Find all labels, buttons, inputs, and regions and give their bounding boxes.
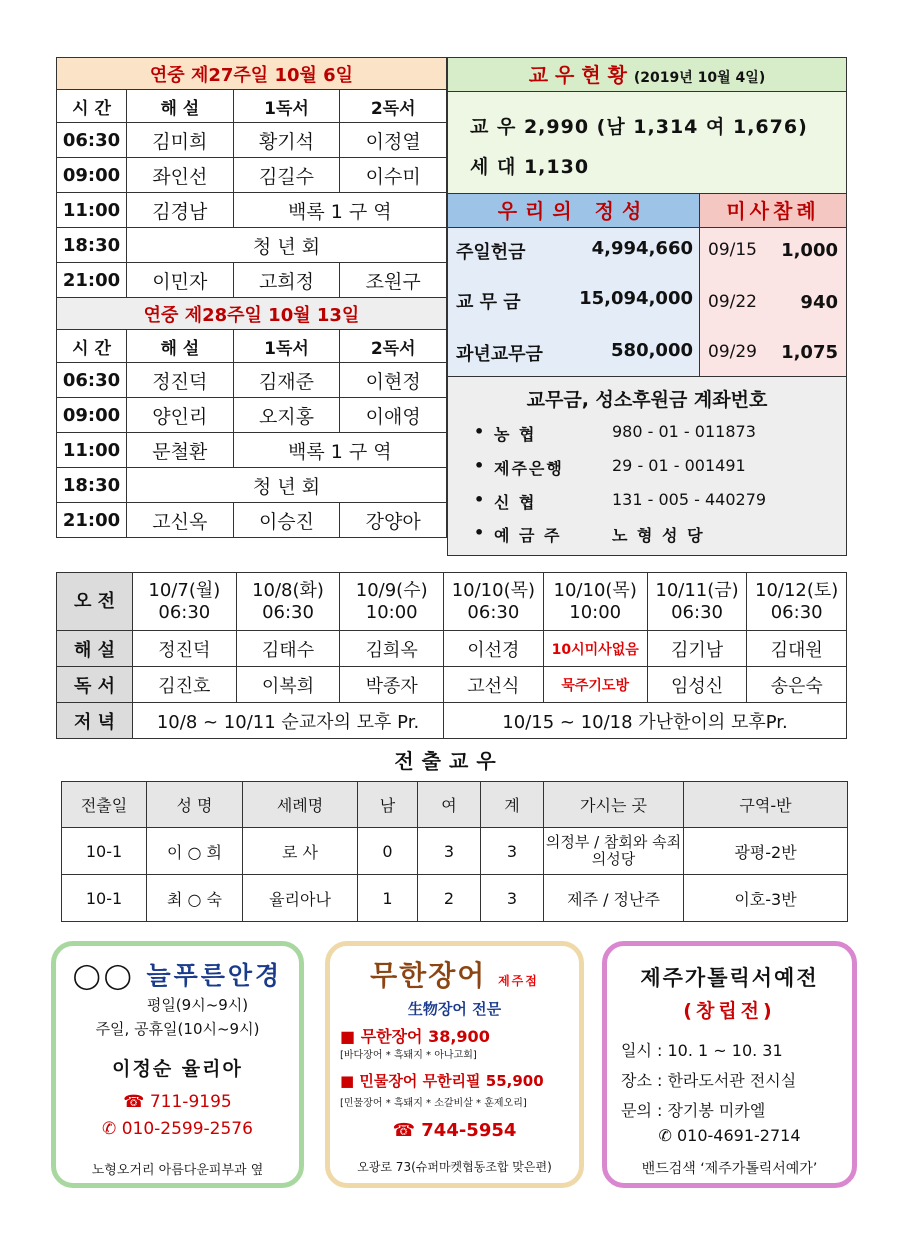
reading-cell: 임성신 — [647, 667, 747, 703]
day-date: 10/10(목) — [451, 579, 536, 601]
account-number: 29 - 01 - 001491 — [612, 456, 746, 475]
time-cell: 18:30 — [57, 228, 127, 263]
reading1-cell: 김길수 — [233, 158, 340, 193]
bullet-icon: • — [474, 490, 485, 509]
account-number: 131 - 005 - 440279 — [612, 490, 767, 509]
reading-group-cell: 백록 1 구 역 — [233, 433, 446, 468]
header-commentary: 해 설 — [127, 330, 234, 363]
account-row — [474, 422, 756, 445]
table-row — [57, 263, 447, 298]
cell: 율리아나 — [243, 875, 358, 922]
offering-value: 4,994,660 — [591, 238, 693, 259]
time-cell: 06:30 — [57, 123, 127, 158]
column-header: 세례명 — [243, 782, 358, 828]
table-row — [57, 468, 447, 503]
morning-label: 오 전 — [57, 573, 133, 631]
reading-cell: 송은숙 — [747, 667, 847, 703]
commentary-cell: 문철환 — [127, 433, 234, 468]
time-cell: 21:00 — [57, 263, 127, 298]
table-header-row — [62, 782, 848, 828]
household-count: 세 대 1,130 — [470, 156, 590, 178]
day-date: 10/7(월) — [148, 579, 221, 601]
day-cell — [543, 573, 647, 631]
column-header: 성 명 — [147, 782, 243, 828]
cell: 1 — [358, 875, 418, 922]
commentary-cell: 김태수 — [236, 631, 340, 667]
table-row — [57, 363, 447, 398]
restaurant-phone: ☎ 744-5954 — [392, 1120, 517, 1141]
day-date: 10/11(금) — [655, 579, 739, 601]
column-header: 계 — [481, 782, 544, 828]
commentary-cell: 김경남 — [127, 193, 234, 228]
day-date: 10/12(토) — [755, 579, 839, 601]
group-cell: 청 년 회 — [127, 468, 447, 503]
menu-item-2-detail: [민물장어 * 흑돼지 * 소갈비살 * 훈제오리] — [340, 1098, 527, 1109]
table-row — [57, 228, 447, 263]
parish-info-panel — [447, 57, 847, 556]
offering-value: 15,094,000 — [579, 288, 693, 309]
table-row — [57, 158, 447, 193]
mass-attendance-title: 미사참례 — [700, 194, 846, 228]
account-number: 980 - 01 - 011873 — [612, 422, 756, 441]
reading1-cell: 고희정 — [233, 263, 340, 298]
column-header: 가시는 곳 — [544, 782, 684, 828]
reading2-cell: 이현정 — [340, 363, 447, 398]
account-row — [474, 490, 766, 513]
cell: 의정부 / 참회와 속죄의성당 — [544, 828, 684, 875]
offering-body — [448, 228, 700, 377]
mass-value: 940 — [800, 292, 838, 313]
account-title: 교무금, 성소후원금 계좌번호 — [526, 389, 768, 411]
commentary-cell: 양인리 — [127, 398, 234, 433]
reading2-cell: 조원구 — [340, 263, 447, 298]
day-date: 10/9(수) — [355, 579, 428, 601]
shop-location: 노형오거리 아름다운피부과 옆 — [91, 1163, 264, 1178]
day-time: 06:30 — [671, 601, 723, 623]
table-row — [62, 875, 848, 922]
exhibition-subtitle: (창립전) — [683, 1000, 776, 1022]
time-cell: 18:30 — [57, 468, 127, 503]
owner-name: 이정순 율리아 — [112, 1058, 243, 1080]
offering-row — [456, 238, 693, 264]
header-time: 시 간 — [57, 330, 127, 363]
mass-row — [708, 342, 838, 363]
bullet-icon: • — [474, 422, 485, 441]
column-header: 남 — [358, 782, 418, 828]
cell: 10-1 — [62, 875, 147, 922]
account-holder-label: 예 금 주 — [494, 526, 562, 545]
mass-date: 09/15 — [708, 240, 757, 260]
day-time: 10:00 — [569, 601, 622, 623]
reading2-cell: 이정열 — [340, 123, 447, 158]
commentary-cell: 정진덕 — [133, 631, 237, 667]
restaurant-name: 무한장어 — [370, 959, 487, 992]
evening-prayer-2: 10/15 ~ 10/18 가난한이의 모후Pr. — [444, 703, 847, 739]
exhibition-title: 제주가톨릭서예전 — [640, 966, 819, 990]
reading1-cell: 오지홍 — [233, 398, 340, 433]
day-time: 10:00 — [365, 601, 418, 623]
reading1-cell: 황기석 — [233, 123, 340, 158]
optical-shop-ad — [51, 941, 304, 1188]
branch-name: 제주점 — [498, 974, 539, 988]
commentary-cell: 좌인선 — [127, 158, 234, 193]
mass-attendance-body — [700, 228, 846, 377]
no-mass-notice: 10시미사없음 — [543, 631, 647, 667]
status-body — [448, 92, 846, 194]
mass-value: 1,000 — [781, 240, 838, 261]
commentary-cell: 고신옥 — [127, 503, 234, 538]
offering-row — [456, 288, 693, 314]
group-cell: 청 년 회 — [127, 228, 447, 263]
day-date: 10/10(목) — [553, 579, 637, 601]
account-row — [474, 456, 746, 479]
reading-cell: 이복희 — [236, 667, 340, 703]
status-date: (2019년 10월 4일) — [633, 70, 766, 86]
commentary-cell: 김기남 — [647, 631, 747, 667]
cell: 3 — [418, 828, 481, 875]
bullet-icon: • — [474, 456, 485, 475]
evening-label: 저 녁 — [57, 703, 133, 739]
table-row — [62, 828, 848, 875]
table-row — [57, 398, 447, 433]
shop-phone: ☎ 711-9195 — [123, 1092, 232, 1112]
time-cell: 21:00 — [57, 503, 127, 538]
reading-cell: 김진호 — [133, 667, 237, 703]
reading1-cell: 이승진 — [233, 503, 340, 538]
column-header: 구역-반 — [684, 782, 848, 828]
mass-date: 09/22 — [708, 292, 757, 312]
cell: 이 ○ 희 — [147, 828, 243, 875]
weekday-hours: 평일(9시~9시) — [146, 996, 249, 1014]
reading2-cell: 이애영 — [340, 398, 447, 433]
calligraphy-exhibition-ad — [602, 941, 857, 1188]
menu-item-1: ■ 무한장어 38,900 — [340, 1027, 490, 1046]
cell: 0 — [358, 828, 418, 875]
table-row — [57, 193, 447, 228]
column-header: 전출일 — [62, 782, 147, 828]
commentary-cell: 김대원 — [747, 631, 847, 667]
day-cell — [647, 573, 747, 631]
day-time: 06:30 — [467, 601, 520, 623]
mass-row — [708, 240, 838, 261]
restaurant-tagline: 生物장어 전문 — [407, 1000, 502, 1018]
table-row — [57, 433, 447, 468]
offering-label: 교 무 금 — [456, 292, 521, 313]
cell: 3 — [481, 828, 544, 875]
mass-date: 09/29 — [708, 342, 757, 362]
day-cell — [444, 573, 544, 631]
bank-name: 농 협 — [494, 425, 537, 444]
time-cell: 06:30 — [57, 363, 127, 398]
column-header: 여 — [418, 782, 481, 828]
commentary-cell: 이민자 — [127, 263, 234, 298]
reading-label: 독 서 — [57, 667, 133, 703]
ad-title — [56, 956, 299, 992]
day-time: 06:30 — [770, 601, 823, 623]
account-holder: 노 형 성 당 — [612, 526, 705, 545]
day-cell — [340, 573, 444, 631]
commentary-cell: 정진덕 — [127, 363, 234, 398]
reading2-cell: 강양아 — [340, 503, 447, 538]
header-reading1: 1독서 — [233, 90, 340, 123]
day-time: 06:30 — [158, 601, 211, 623]
commentary-cell: 이선경 — [444, 631, 544, 667]
reading-row — [57, 667, 847, 703]
time-cell: 09:00 — [57, 158, 127, 193]
bullet-icon: • — [474, 523, 485, 542]
table-row — [57, 503, 447, 538]
time-cell: 11:00 — [57, 193, 127, 228]
cell: 2 — [418, 875, 481, 922]
time-cell: 11:00 — [57, 433, 127, 468]
holiday-hours: 주일, 공휴일(10시~9시) — [95, 1020, 260, 1038]
offering-value: 580,000 — [611, 340, 693, 361]
header-reading1: 1독서 — [233, 330, 340, 363]
commentary-label: 해 설 — [57, 631, 133, 667]
day-date: 10/8(화) — [252, 579, 324, 601]
cell: 광평-2반 — [684, 828, 848, 875]
exhibition-place: 장소 : 한라도서관 전시실 — [621, 1071, 797, 1090]
bank-name: 신 협 — [494, 493, 537, 512]
mass-value: 1,075 — [781, 342, 838, 363]
commentary-row — [57, 631, 847, 667]
mass-row — [708, 292, 838, 313]
day-cell — [133, 573, 237, 631]
header-commentary: 해 설 — [127, 90, 234, 123]
offering-title: 우리의 정성 — [448, 194, 700, 228]
header-time: 시 간 — [57, 90, 127, 123]
glasses-icon: ◯◯ — [72, 961, 135, 990]
day-cell — [747, 573, 847, 631]
exhibition-phone: ✆ 010-4691-2714 — [658, 1126, 801, 1145]
cell: 최 ○ 숙 — [147, 875, 243, 922]
rosary-notice: 묵주기도방 — [543, 667, 647, 703]
account-row — [474, 523, 705, 546]
menu-item-1-detail: [바다장어 * 흑돼지 * 아나고회] — [340, 1050, 477, 1061]
time-cell: 09:00 — [57, 398, 127, 433]
reading2-cell: 이수미 — [340, 158, 447, 193]
reading-cell: 박종자 — [340, 667, 444, 703]
day-time: 06:30 — [262, 601, 314, 623]
outgoing-title: 전출교우 — [394, 749, 504, 773]
week28-title: 연중 제28주일 10월 13일 — [57, 298, 447, 330]
account-info — [448, 377, 846, 555]
week27-title: 연중 제27주일 10월 6일 — [57, 58, 447, 90]
cell: 3 — [481, 875, 544, 922]
date-row — [57, 573, 847, 631]
offering-row — [456, 340, 693, 366]
status-title — [448, 58, 846, 92]
header-reading2: 2독서 — [340, 330, 447, 363]
reading-group-cell: 백록 1 구 역 — [233, 193, 446, 228]
evening-prayer-1: 10/8 ~ 10/11 순교자의 모후 Pr. — [133, 703, 444, 739]
restaurant-address: 오광로 73(슈퍼마켓협동조합 맞은편) — [357, 1160, 552, 1174]
status-title-text: 교 우 현 황 — [528, 63, 627, 87]
bank-name: 제주은행 — [494, 459, 564, 478]
shop-mobile: ✆ 010-2599-2576 — [102, 1119, 253, 1139]
cell: 10-1 — [62, 828, 147, 875]
header-reading2: 2독서 — [340, 90, 447, 123]
cell: 이호-3반 — [684, 875, 848, 922]
sunday-schedule-table — [56, 57, 447, 538]
parishioner-count: 교 우 2,990 (남 1,314 여 1,676) — [470, 116, 808, 138]
commentary-cell: 김희옥 — [340, 631, 444, 667]
cell: 로 사 — [243, 828, 358, 875]
offering-label: 과년교무금 — [456, 344, 543, 365]
evening-row — [57, 703, 847, 739]
day-cell — [236, 573, 340, 631]
commentary-cell: 김미희 — [127, 123, 234, 158]
exhibition-contact: 문의 : 장기봉 미카엘 — [621, 1101, 766, 1120]
offering-label: 주일헌금 — [456, 242, 526, 263]
band-search: 밴드검색 ‘제주가톨릭서예가’ — [641, 1161, 818, 1177]
eel-restaurant-ad — [325, 941, 584, 1188]
weekday-schedule-table — [56, 572, 847, 739]
exhibition-date: 일시 : 10. 1 ~ 10. 31 — [621, 1041, 783, 1060]
shop-name: 늘푸른안경 — [146, 961, 283, 990]
table-row — [57, 123, 447, 158]
reading-cell: 고선식 — [444, 667, 544, 703]
outgoing-table — [61, 781, 848, 922]
cell: 제주 / 정난주 — [544, 875, 684, 922]
menu-item-2: ■ 민물장어 무한리필 55,900 — [340, 1072, 544, 1090]
reading1-cell: 김재준 — [233, 363, 340, 398]
ad-title — [330, 954, 579, 994]
